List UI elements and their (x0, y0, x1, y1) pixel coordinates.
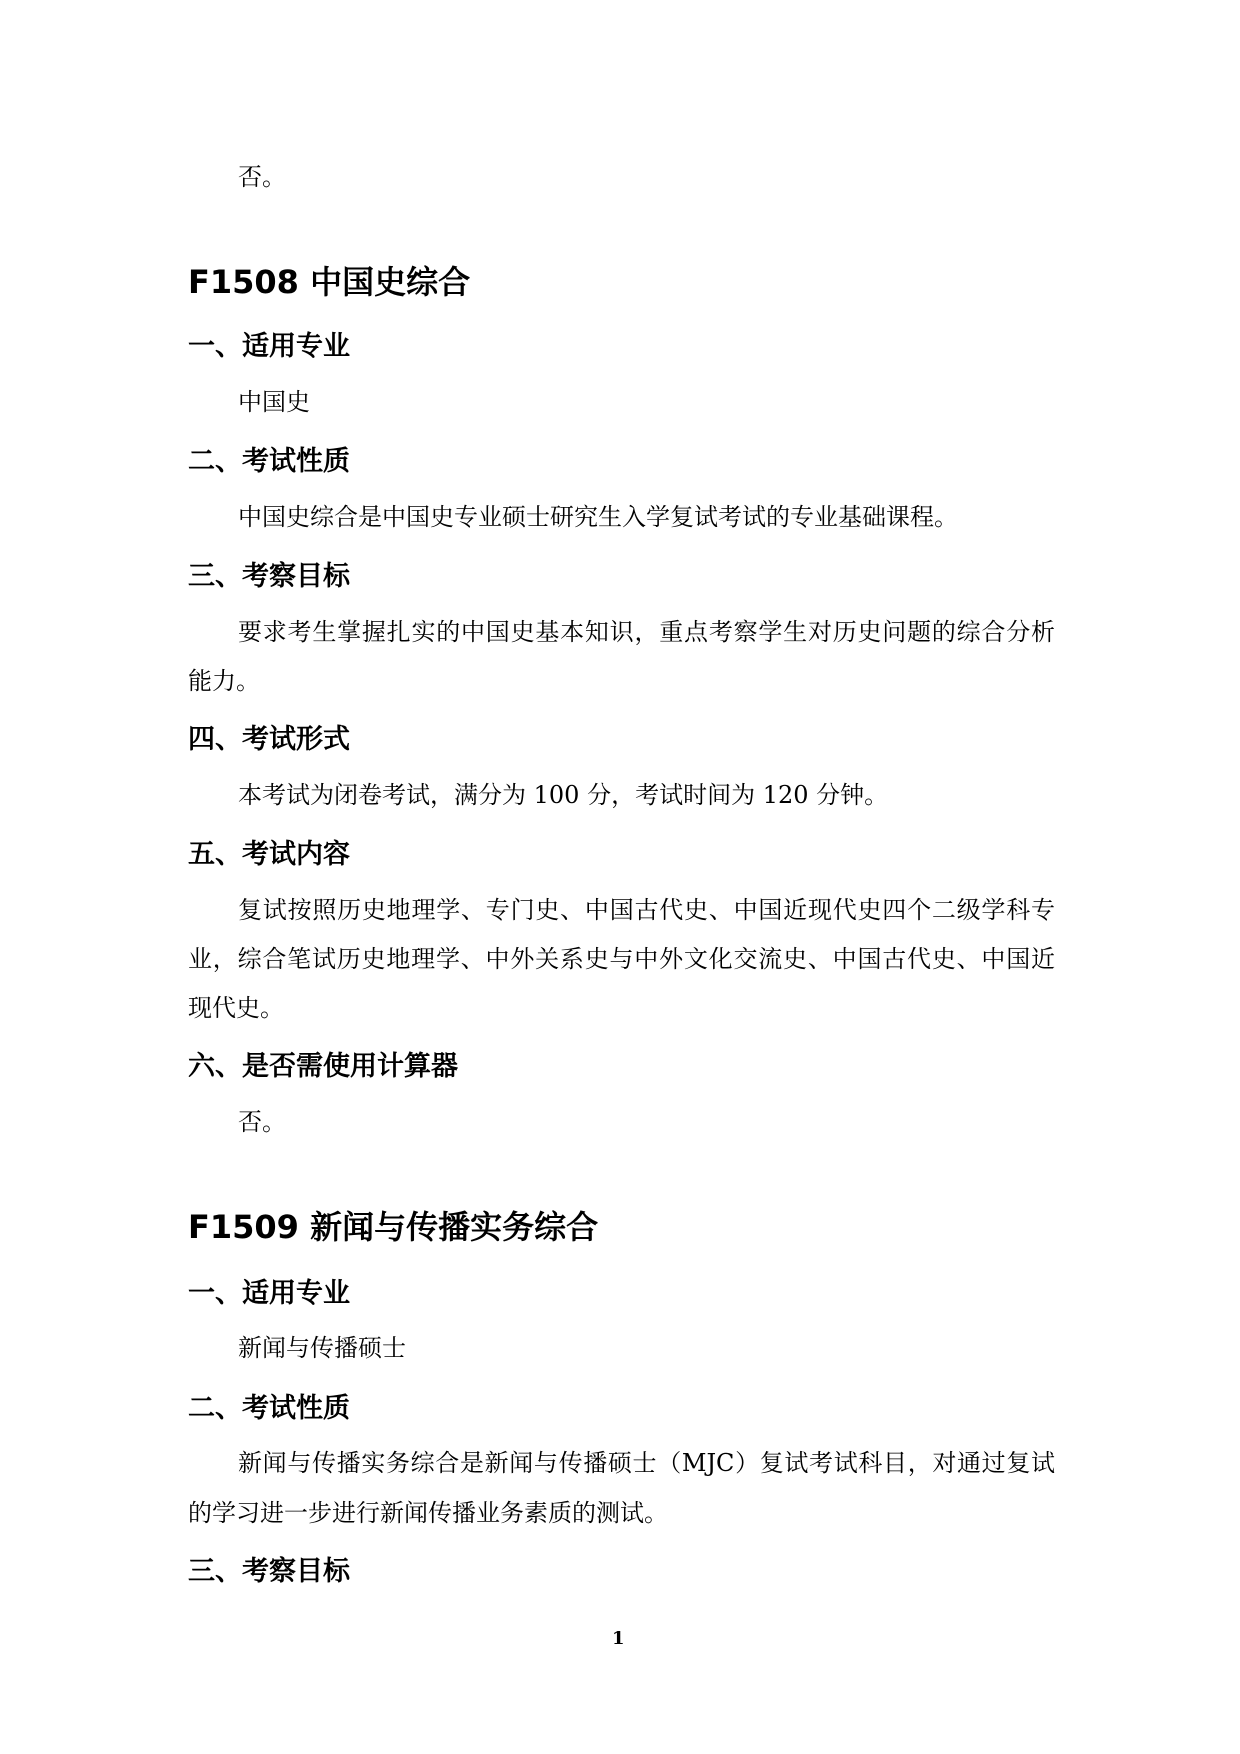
paragraph-exam-objective-line2: 能力。 (188, 667, 260, 695)
paragraph-exam-nature-2-line1: 新闻与传播实务综合是新闻与传播硕士（MJC）复试考试科目，对通过复试 (238, 1449, 1055, 1477)
heading-exam-objective: 三、考察目标 (188, 561, 350, 592)
heading-exam-content: 五、考试内容 (188, 839, 350, 870)
section-title-f1509: F1509 新闻与传播实务综合 (188, 1208, 599, 1246)
paragraph-exam-content-line2: 业，综合笔试历史地理学、中外关系史与中外文化交流史、中国古代史、中国近 (188, 945, 1055, 973)
paragraph-exam-objective-line1: 要求考生掌握扎实的中国史基本知识，重点考察学生对历史问题的综合分析 (238, 618, 1055, 646)
top-answer: 否。 (238, 163, 286, 191)
heading-applicable-major-2: 一、适用专业 (188, 1278, 350, 1309)
paragraph-exam-content-line3: 现代史。 (188, 994, 284, 1022)
section-title-f1508: F1508 中国史综合 (188, 263, 471, 301)
paragraph-exam-content-line1: 复试按照历史地理学、专门史、中国古代史、中国近现代史四个二级学科专 (238, 896, 1055, 924)
paragraph-applicable-major-2: 新闻与传播硕士 (238, 1334, 406, 1362)
heading-exam-format: 四、考试形式 (188, 724, 350, 755)
page-number: 1 (612, 1628, 625, 1649)
paragraph-calculator: 否。 (238, 1108, 286, 1136)
heading-exam-objective-2: 三、考察目标 (188, 1556, 350, 1587)
paragraph-applicable-major: 中国史 (238, 388, 310, 416)
heading-applicable-major: 一、适用专业 (188, 331, 350, 362)
heading-exam-nature-2: 二、考试性质 (188, 1393, 350, 1424)
paragraph-exam-nature: 中国史综合是中国史专业硕士研究生入学复试考试的专业基础课程。 (238, 503, 958, 531)
heading-calculator: 六、是否需使用计算器 (188, 1051, 458, 1082)
paragraph-exam-nature-2-line2: 的学习进一步进行新闻传播业务素质的测试。 (188, 1499, 668, 1527)
heading-exam-nature: 二、考试性质 (188, 446, 350, 477)
paragraph-exam-format: 本考试为闭卷考试，满分为 100 分，考试时间为 120 分钟。 (238, 781, 889, 809)
